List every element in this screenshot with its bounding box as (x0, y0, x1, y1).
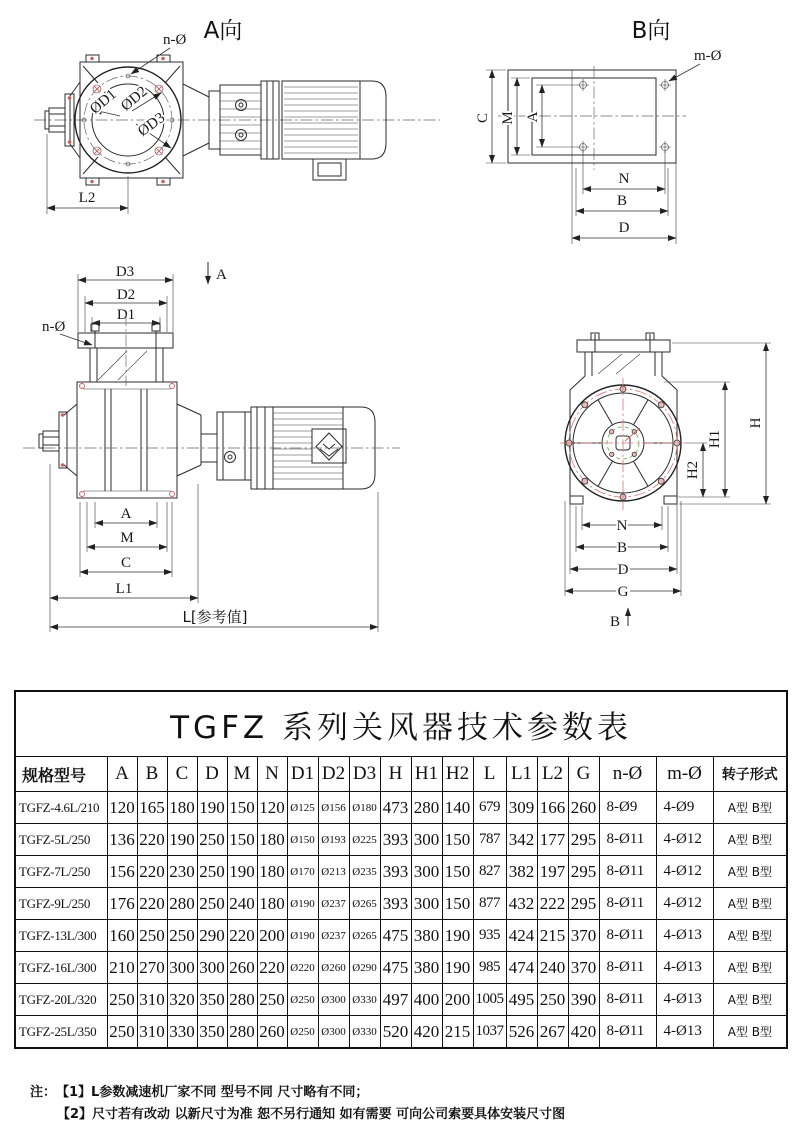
table-cell: 250 (137, 920, 167, 952)
table-cell: 4-Ø9 (656, 792, 713, 824)
table-cell: 8-Ø9 (599, 792, 656, 824)
table-cell: 475 (380, 952, 411, 984)
dim-label-a: A (525, 111, 541, 123)
table-cell: 1037 (473, 1016, 506, 1049)
table-cell: 370 (568, 920, 599, 952)
column-header: L1 (506, 757, 537, 792)
table-cell: 280 (167, 888, 197, 920)
dim-label-h2: H2 (685, 460, 701, 480)
table-cell: 420 (568, 1016, 599, 1049)
dim-label-b: B (616, 540, 628, 556)
table-row (15, 1016, 787, 1049)
table-cell: Ø237 (318, 920, 349, 952)
table-cell: 295 (568, 888, 599, 920)
table-cell: 220 (227, 920, 257, 952)
view-a-drawing (30, 8, 450, 243)
table-cell: 190 (442, 920, 473, 952)
table-cell: 222 (537, 888, 568, 920)
table-cell: 250 (197, 856, 227, 888)
table-cell: Ø330 (349, 984, 380, 1016)
table-cell: 390 (568, 984, 599, 1016)
table-cell: 220 (137, 856, 167, 888)
dim-label-l-ref: L[参考值] (182, 608, 248, 626)
column-header: n-Ø (599, 757, 656, 792)
table-cell: Ø170 (287, 856, 318, 888)
table-cell: 8-Ø11 (599, 1016, 656, 1049)
table-cell: 300 (167, 952, 197, 984)
table-cell: Ø225 (349, 824, 380, 856)
table-cell: 190 (442, 952, 473, 984)
table-cell: 290 (197, 920, 227, 952)
column-header: H1 (411, 757, 442, 792)
dim-label-d2: D2 (116, 287, 136, 303)
table-cell: A型 B型 (713, 792, 787, 824)
table-cell: Ø300 (318, 1016, 349, 1049)
column-header: H (380, 757, 411, 792)
table-cell: 985 (473, 952, 506, 984)
table-cell: 787 (473, 824, 506, 856)
table-cell: A型 B型 (713, 824, 787, 856)
table-cell: 474 (506, 952, 537, 984)
notes (30, 1082, 565, 1126)
table-cell: 4-Ø13 (656, 952, 713, 984)
table-cell: 197 (537, 856, 568, 888)
table-cell: A型 B型 (713, 856, 787, 888)
inlet-flange (78, 324, 173, 382)
table-cell: 393 (380, 888, 411, 920)
dim-label-a: A (120, 506, 132, 522)
table-cell: 475 (380, 920, 411, 952)
table-cell: 4-Ø12 (656, 888, 713, 920)
spec-table-head-row (15, 757, 787, 792)
table-cell: 260 (257, 1016, 287, 1049)
table-cell: 160 (107, 920, 137, 952)
table-cell: 420 (411, 1016, 442, 1049)
table-cell: TGFZ-16L/300 (15, 952, 107, 984)
table-cell: 4-Ø13 (656, 920, 713, 952)
note-text-1: 【1】L参数减速机厂家不同 型号不同 尺寸略有不同； (56, 1085, 369, 1100)
table-cell: 260 (568, 792, 599, 824)
spec-table-body (15, 792, 787, 1049)
dim-label-d3: D3 (115, 264, 135, 280)
table-cell: Ø290 (349, 952, 380, 984)
table-cell: 370 (568, 952, 599, 984)
column-header: H2 (442, 757, 473, 792)
table-cell: TGFZ-25L/350 (15, 1016, 107, 1049)
table-cell: TGFZ-13L/300 (15, 920, 107, 952)
table-cell: 150 (442, 824, 473, 856)
table-cell: Ø300 (318, 984, 349, 1016)
table-cell: 120 (107, 792, 137, 824)
end-view-drawing (540, 318, 800, 633)
dim-label-l2: L2 (78, 190, 96, 206)
table-cell: 280 (227, 984, 257, 1016)
table-cell: 177 (537, 824, 568, 856)
table-cell: 526 (506, 1016, 537, 1049)
dim-label-n: N (616, 518, 628, 534)
table-cell: 877 (473, 888, 506, 920)
table-cell: 935 (473, 920, 506, 952)
view-b-title: B向 (631, 18, 671, 44)
column-header: L (473, 757, 506, 792)
table-cell: 210 (107, 952, 137, 984)
casing-outline (570, 376, 677, 504)
table-cell: Ø265 (349, 920, 380, 952)
column-header: B (137, 757, 167, 792)
note-prefix: 注： (30, 1085, 57, 1100)
table-cell: 250 (167, 920, 197, 952)
dim-label-m: M (120, 530, 134, 546)
spec-table (14, 690, 788, 1049)
table-cell: 180 (257, 888, 287, 920)
table-cell: Ø156 (318, 792, 349, 824)
table-cell: 240 (227, 888, 257, 920)
table-cell: 215 (442, 1016, 473, 1049)
table-cell: 382 (506, 856, 537, 888)
table-cell: 150 (227, 824, 257, 856)
table-cell: 827 (473, 856, 506, 888)
column-header: N (257, 757, 287, 792)
table-cell: A型 B型 (713, 888, 787, 920)
dim-label-d2: ØD2 (118, 83, 151, 115)
column-header: L2 (537, 757, 568, 792)
table-cell: 190 (167, 824, 197, 856)
table-cell: 176 (107, 888, 137, 920)
dim-label-h: H (748, 417, 764, 429)
table-cell: Ø125 (287, 792, 318, 824)
table-cell: 150 (442, 888, 473, 920)
table-row (15, 984, 787, 1016)
dim-label-h1: H1 (707, 429, 723, 449)
table-cell: 270 (137, 952, 167, 984)
table-row (15, 792, 787, 824)
table-cell: 180 (257, 824, 287, 856)
table-cell: 350 (197, 1016, 227, 1049)
dim-label-m-holes: m-Ø (694, 48, 722, 64)
dim-label-b: B (616, 193, 628, 209)
front-view-drawing (15, 252, 515, 642)
table-cell: Ø235 (349, 856, 380, 888)
shaft-end (39, 404, 77, 476)
dim-label-d3: ØD3 (135, 109, 169, 140)
table-title-row (15, 691, 787, 757)
table-cell: 520 (380, 1016, 411, 1049)
table-row (15, 888, 787, 920)
table-cell: 300 (411, 888, 442, 920)
table-cell: 309 (506, 792, 537, 824)
table-row (15, 952, 787, 984)
table-cell: 497 (380, 984, 411, 1016)
dim-label-n: N (618, 171, 630, 187)
table-cell: 679 (473, 792, 506, 824)
table-cell: A型 B型 (713, 984, 787, 1016)
dim-label-c: C (475, 112, 491, 124)
column-header: D (197, 757, 227, 792)
table-cell: 393 (380, 856, 411, 888)
table-cell: 200 (442, 984, 473, 1016)
table-cell: 240 (537, 952, 568, 984)
table-cell: 4-Ø13 (656, 984, 713, 1016)
table-cell: 280 (227, 1016, 257, 1049)
table-cell: TGFZ-5L/250 (15, 824, 107, 856)
dim-label-d: D (618, 220, 630, 236)
table-cell: Ø190 (287, 888, 318, 920)
table-cell: Ø150 (287, 824, 318, 856)
gearbox-and-motor (183, 81, 386, 180)
table-cell: TGFZ-9L/250 (15, 888, 107, 920)
column-header: D1 (287, 757, 318, 792)
table-cell: 310 (137, 984, 167, 1016)
table-cell: Ø260 (318, 952, 349, 984)
table-cell: 1005 (473, 984, 506, 1016)
table-cell: 8-Ø11 (599, 856, 656, 888)
table-cell: Ø330 (349, 1016, 380, 1049)
table-cell: 320 (167, 984, 197, 1016)
table-cell: 8-Ø11 (599, 952, 656, 984)
dim-label-m: M (500, 111, 516, 125)
table-cell: 295 (568, 824, 599, 856)
column-header: C (167, 757, 197, 792)
table-cell: A型 B型 (713, 952, 787, 984)
table-cell: 166 (537, 792, 568, 824)
table-cell: 220 (257, 952, 287, 984)
table-cell: Ø250 (287, 984, 318, 1016)
table-cell: 280 (411, 792, 442, 824)
table-cell: 190 (227, 856, 257, 888)
dim-label-d1: D1 (116, 307, 136, 323)
note-line-2: 【2】尺寸若有改动 以新尺寸为准 恕不另行通知 如有需要 可向公司索要具体安装尺寸图 (57, 1107, 566, 1122)
table-cell: 4-Ø12 (656, 824, 713, 856)
dim-label-d: D (617, 562, 629, 578)
table-cell: 8-Ø11 (599, 888, 656, 920)
table-cell: 473 (380, 792, 411, 824)
view-b-drawing (470, 8, 790, 258)
table-cell: 495 (506, 984, 537, 1016)
column-header: D3 (349, 757, 380, 792)
table-cell: TGFZ-7L/250 (15, 856, 107, 888)
column-header: G (568, 757, 599, 792)
table-cell: 180 (257, 856, 287, 888)
table-cell: TGFZ-4.6L/210 (15, 792, 107, 824)
table-cell: 220 (137, 888, 167, 920)
view-a-title: A向 (203, 18, 243, 44)
table-cell: 250 (197, 824, 227, 856)
table-cell: 330 (167, 1016, 197, 1049)
section-label-b: B (610, 614, 621, 630)
table-cell: 8-Ø11 (599, 920, 656, 952)
table-cell: A型 B型 (713, 1016, 787, 1049)
dim-label-d1: ØD1 (87, 86, 120, 118)
valve-body (77, 382, 177, 498)
table-cell: 220 (137, 824, 167, 856)
dim-label-c: C (120, 555, 132, 571)
table-cell: 342 (506, 824, 537, 856)
table-cell: Ø213 (318, 856, 349, 888)
table-cell: TGFZ-20L/320 (15, 984, 107, 1016)
table-cell: 300 (411, 856, 442, 888)
table-cell: Ø180 (349, 792, 380, 824)
column-header: m-Ø (656, 757, 713, 792)
table-cell: 267 (537, 1016, 568, 1049)
table-cell: 230 (167, 856, 197, 888)
rotor-face (560, 378, 686, 510)
table-row (15, 856, 787, 888)
table-cell: Ø220 (287, 952, 318, 984)
table-cell: 310 (137, 1016, 167, 1049)
column-header: A (107, 757, 137, 792)
table-cell: A型 B型 (713, 920, 787, 952)
table-cell: 250 (257, 984, 287, 1016)
table-cell: 250 (537, 984, 568, 1016)
table-cell: 393 (380, 824, 411, 856)
table-cell: Ø265 (349, 888, 380, 920)
table-cell: 150 (227, 792, 257, 824)
table-cell: 200 (257, 920, 287, 952)
gearbox-and-motor (177, 404, 375, 489)
table-cell: 180 (167, 792, 197, 824)
table-cell: 136 (107, 824, 137, 856)
table-cell: 140 (442, 792, 473, 824)
note-line-1 (30, 1082, 565, 1104)
column-header: 转子形式 (713, 757, 787, 792)
column-header: D2 (318, 757, 349, 792)
table-cell: 190 (197, 792, 227, 824)
inlet-flange (577, 333, 670, 376)
table-cell: 300 (197, 952, 227, 984)
table-row (15, 920, 787, 952)
table-cell: 300 (411, 824, 442, 856)
dim-label-l1: L1 (115, 581, 133, 597)
table-cell: 260 (227, 952, 257, 984)
table-cell: 250 (107, 984, 137, 1016)
table-cell: 8-Ø11 (599, 984, 656, 1016)
table-cell: 295 (568, 856, 599, 888)
table-cell: 380 (411, 920, 442, 952)
dim-label-g: G (617, 584, 629, 600)
table-row (15, 824, 787, 856)
column-header: M (227, 757, 257, 792)
table-cell: Ø190 (287, 920, 318, 952)
table-cell: Ø237 (318, 888, 349, 920)
section-label-a: A (216, 267, 227, 283)
table-cell: 400 (411, 984, 442, 1016)
table-cell: 380 (411, 952, 442, 984)
table-cell: 4-Ø13 (656, 1016, 713, 1049)
table-cell: 350 (197, 984, 227, 1016)
table-cell: 424 (506, 920, 537, 952)
table-cell: 215 (537, 920, 568, 952)
table-cell: 8-Ø11 (599, 824, 656, 856)
dim-label-n-holes: n-Ø (42, 319, 66, 335)
table-cell: 120 (257, 792, 287, 824)
table-title: TGFZ 系列关风器技术参数表 (15, 691, 787, 757)
table-cell: 432 (506, 888, 537, 920)
column-header: 规格型号 (15, 757, 107, 792)
table-cell: 250 (197, 888, 227, 920)
table-cell: 150 (442, 856, 473, 888)
table-cell: Ø250 (287, 1016, 318, 1049)
table-cell: 4-Ø12 (656, 856, 713, 888)
table-cell: 156 (107, 856, 137, 888)
table-cell: 165 (137, 792, 167, 824)
dim-label-n-holes: n-Ø (163, 32, 187, 48)
table-cell: 250 (107, 1016, 137, 1049)
table-cell: Ø193 (318, 824, 349, 856)
